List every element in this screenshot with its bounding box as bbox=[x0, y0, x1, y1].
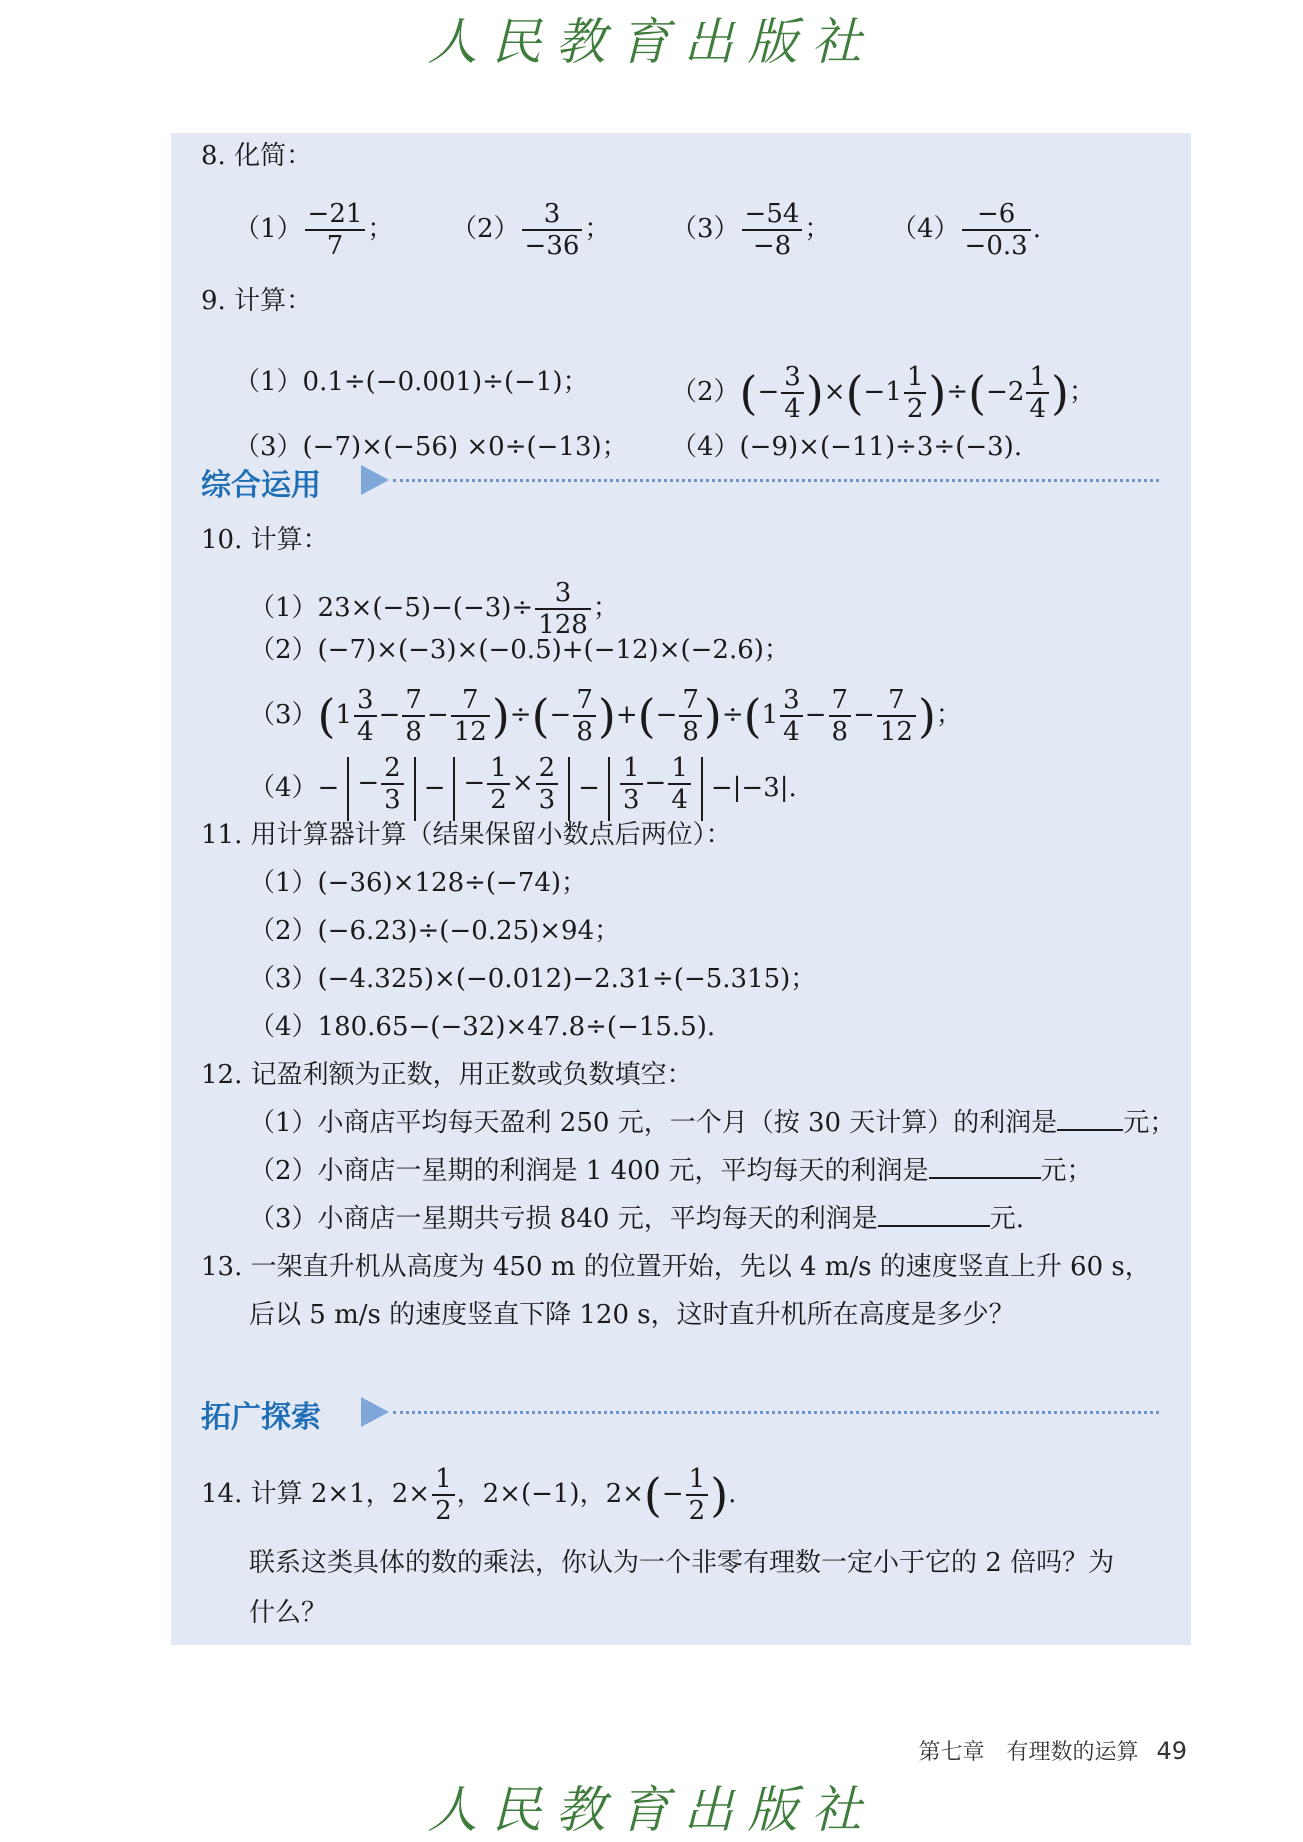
q11-item-4: （4）180.65−(−32)×47.8÷(−15.5). bbox=[249, 1012, 716, 1042]
q8-label: 8. 化简： bbox=[201, 141, 313, 171]
q8-item-2: （2） $\frac{3}{-36}$ ； bbox=[451, 199, 611, 261]
q9-item-1: （1）0.1÷(−0.001)÷(−1)； bbox=[234, 367, 589, 397]
q11-item-3: （3）(−4.325)×(−0.012)−2.31÷(−5.315)； bbox=[249, 964, 817, 994]
q14-line-3: 什么？ bbox=[249, 1598, 328, 1628]
q13-line-2: 后以 5 m/s 的速度竖直下降 120 s，这时直升机所在高度是多少？ bbox=[249, 1300, 1015, 1330]
publisher-logo-top: 人民教育出版社 bbox=[427, 13, 876, 71]
q10-item-2: （2）(−7)×(−3)×(−0.5)+(−12)×(−2.6)； bbox=[249, 635, 790, 665]
q8-item-3: （3） $\frac{-54}{-8}$ ； bbox=[671, 199, 831, 261]
q11-label: 11. 用计算器计算（结果保留小数点后两位）： bbox=[201, 820, 732, 850]
q9-item-3: （3）(−7)×(−56) ×0÷(−13)； bbox=[234, 432, 628, 462]
q12-item-2: （2）小商店一星期的利润是 1 400 元，平均每天的利润是 元； bbox=[249, 1151, 1093, 1191]
section-divider bbox=[393, 479, 1159, 482]
section-arrow-icon bbox=[361, 465, 389, 495]
q9-item-2: （2）(− $\frac{3}{4}$ )×(−1 $\frac{1}{2}$ )÷(−2 $\frac{1}{4}$ )； bbox=[671, 362, 1095, 424]
answer-blank[interactable] bbox=[878, 1201, 990, 1227]
q12-label: 12. 记盈利额为正数，用正数或负数填空： bbox=[201, 1060, 693, 1090]
q12-item-1: （1）小商店平均每天盈利 250 元，一个月（按 30 天计算）的利润是 元； bbox=[249, 1103, 1175, 1143]
q8-item-1: （1） $\frac{-21}{7}$ ； bbox=[234, 199, 394, 261]
section-heading-comprehensive: 综合运用 bbox=[201, 468, 321, 503]
section-divider bbox=[393, 1411, 1159, 1414]
page-number: 49 bbox=[1156, 1737, 1187, 1765]
q14-line-2: 联系这类具体的数的乘法，你认为一个非零有理数一定小于它的 2 倍吗？为 bbox=[249, 1548, 1115, 1578]
q11-item-2: （2）(−6.23)÷(−0.25)×94； bbox=[249, 916, 621, 946]
q9-item-4: （4）(−9)×(−11)÷3÷(−3). bbox=[671, 432, 1023, 462]
q13-line-1: 13. 一架直升机从高度为 450 m 的位置开始，先以 4 m/s 的速度竖直上升 60 s， bbox=[201, 1252, 1151, 1282]
q10-label: 10. 计算： bbox=[201, 525, 329, 555]
q12-item-3: （3）小商店一星期共亏损 840 元，平均每天的利润是 元. bbox=[249, 1199, 1024, 1239]
q11-item-1: （1）(−36)×128÷(−74)； bbox=[249, 868, 588, 898]
q9-label: 9. 计算： bbox=[201, 286, 313, 316]
q10-item-1: （1）23×(−5)−(−3)÷ $\frac{3}{128}$ ； bbox=[249, 578, 619, 640]
section-arrow-icon bbox=[361, 1397, 389, 1427]
q10-item-4: （4）− − $\frac{2}{3}$ − − $\frac{1}{2}$ × $\frac{2}{3}$ − $\frac{1}{3}$ − $\frac{1}{4}$ −|−3|. bbox=[249, 757, 797, 821]
answer-blank[interactable] bbox=[1057, 1105, 1123, 1131]
chapter-title: 第七章 有理数的运算 bbox=[918, 1740, 1139, 1765]
answer-blank[interactable] bbox=[929, 1153, 1041, 1179]
publisher-logo-bottom: 人民教育出版社 bbox=[427, 1781, 876, 1839]
page-footer bbox=[918, 1735, 1187, 1766]
exercise-panel bbox=[171, 133, 1191, 1645]
q10-item-3: （3）(1 $\frac{3}{4}$ − $\frac{7}{8}$ − $\frac{7}{12}$ )÷(− $\frac{7}{8}$ )+(− $\frac{7}{8}$ )÷(1 $\frac{3}{4}$ − $\frac{7}{8}$ − $\frac{7}{12}$ )； bbox=[249, 685, 962, 747]
q8-item-4: （4） $\frac{-6}{-0.3}$ . bbox=[891, 199, 1041, 261]
q14-line-1: 14. 计算 2×1，2× $\frac{1}{2}$ ，2×(−1)，2×(− $\frac{1}{2}$ ). bbox=[201, 1464, 737, 1526]
section-heading-extension: 拓广探索 bbox=[201, 1400, 321, 1435]
